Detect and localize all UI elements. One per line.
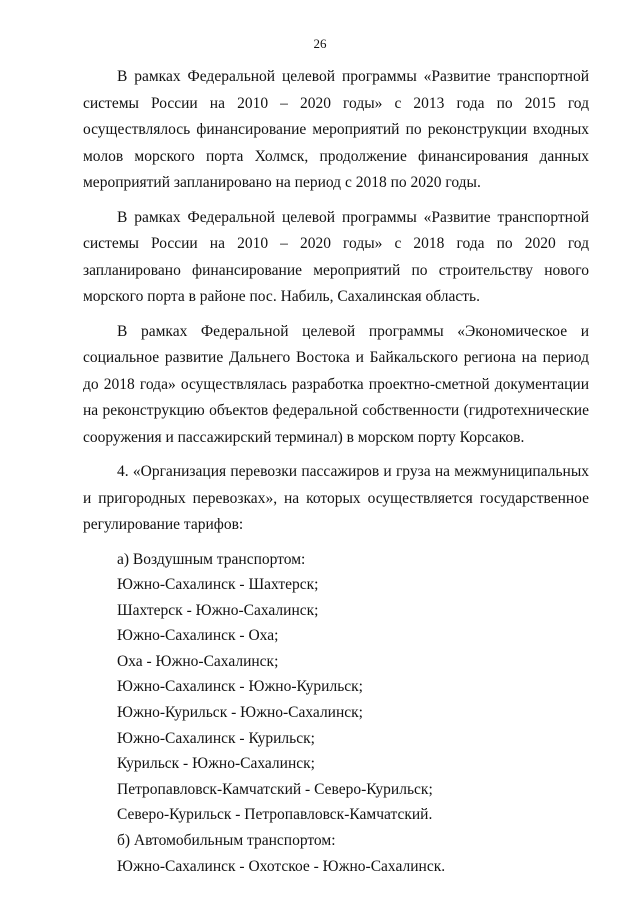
list-item: Южно-Сахалинск - Шахтерск; (117, 576, 319, 594)
list-item: Оха - Южно-Сахалинск; (117, 652, 279, 670)
list-item: Петропавловск-Камчатский - Северо-Курильск; (117, 780, 433, 798)
air-transport-heading: а) Воздушным транспортом: (117, 550, 306, 568)
paragraph-korsakov-port: В рамках Федеральной целевой программы «Экономическое и социальное развитие Дальнего Востока и Байкальского региона на период до 2018 года» осуществлялась разработка проектно-сметной документации на реконструкцию объектов федеральной собственности (гидротехнические сооружения и пассажирский терминал) в морском порту Корсаков. (83, 322, 589, 446)
document-body (83, 64, 589, 879)
list-item: Южно-Сахалинск - Охотское - Южно-Сахалинск. (117, 857, 446, 875)
paragraph-kholmsk-port: В рамках Федеральной целевой программы «Развитие транспортной системы России на 2010 – 2020 годы» с 2013 года по 2015 год осуществлялось финансирование мероприятий по реконструкции входных молов морского порта Холмск, продолжение финансирования данных мероприятий запланировано на период с 2018 по 2020 годы. (83, 68, 589, 191)
paragraph-nabil-port: В рамках Федеральной целевой программы «Развитие транспортной системы России на 2010 – 2020 годы» с 2018 года по 2020 год запланировано финансирование мероприятий по строительству нового морского порта в районе пос. Набиль, Сахалинская область. (83, 208, 589, 305)
list-item: Южно-Сахалинск - Курильск; (117, 729, 315, 747)
list-item: Южно-Сахалинск - Оха; (117, 627, 279, 645)
road-transport-section (83, 828, 589, 879)
air-transport-section (83, 547, 589, 829)
page-number: 26 (313, 36, 327, 51)
list-item: Южно-Курильск - Южно-Сахалинск; (117, 704, 363, 722)
road-transport-heading: б) Автомобильным транспортом: (117, 832, 336, 850)
list-item: Северо-Курильск - Петропавловск-Камчатский. (117, 806, 433, 824)
list-item: Шахтерск - Южно-Сахалинск; (117, 601, 319, 619)
paragraph-tariff-regulation: 4. «Организация перевозки пассажиров и груза на межмуниципальных и пригородных перевозках», на которых осуществляется государственное регулирование тарифов: (83, 463, 589, 533)
list-item: Курильск - Южно-Сахалинск; (117, 755, 315, 773)
list-item: Южно-Сахалинск - Южно-Курильск; (117, 678, 363, 696)
